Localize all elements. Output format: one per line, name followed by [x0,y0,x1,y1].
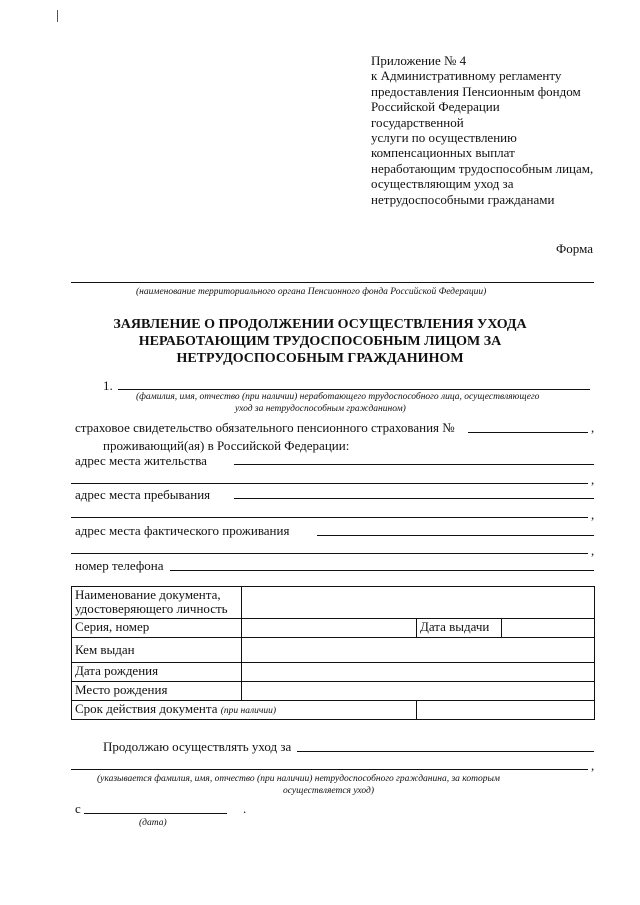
appendix-line: Российской Федерации [371,99,500,115]
actual-address-field[interactable] [317,535,594,536]
item-number: 1. [103,378,113,393]
ward-name-field[interactable] [297,751,594,752]
appendix-line: нетрудоспособными гражданами [371,191,555,207]
ward-caption-2: осуществляется уход) [283,786,375,796]
table-row [72,663,595,682]
issued-by-label: Кем выдан [72,638,242,663]
doc-name-cell[interactable] [242,587,595,619]
date-caption: (дата) [139,818,167,828]
phone-label: номер телефона [75,558,164,573]
birth-date-label: Дата рождения [72,663,242,682]
appendix-line: услуги по осуществлению [371,130,517,146]
residence-address-field[interactable] [234,464,594,465]
page-title [0,316,640,367]
validity-note: (при наличии) [220,706,277,716]
appendix-line: неработающим трудоспособным лицам, [371,160,594,176]
ward-caption-1: (указывается фамилия, имя, отчество (при наличии) нетрудоспособного гражданина, за которым [97,774,500,784]
actual-address-label: адрес места фактического проживания [75,523,290,538]
table-row [72,619,595,638]
birth-place-label: Место рождения [72,682,242,701]
appendix-line: к Административному регламенту [371,68,562,84]
snils-field[interactable] [468,432,588,433]
actual-address-field-2[interactable] [71,553,588,554]
stay-address-label: адрес места пребывания [75,487,211,502]
appendix-line: государственной [371,114,464,130]
form-label: Форма [556,241,593,256]
scan-mark [57,10,58,22]
comma: , [591,420,595,435]
table-row [72,701,595,720]
identity-document-table [71,586,595,720]
series-cell[interactable] [242,619,417,638]
validity-label-cell [72,701,417,720]
series-label: Серия, номер [72,619,242,638]
doc-name-label [72,587,242,619]
since-date-field[interactable] [84,813,227,814]
comma: , [591,758,595,773]
appendix-header [371,53,593,207]
applicant-caption-2: уход за нетрудоспособным гражданином) [235,404,406,414]
comma: , [591,543,595,558]
residing-label: проживающий(ая) в Российской Федерации: [103,438,350,453]
comma: , [591,472,595,487]
stay-address-field[interactable] [234,498,594,499]
birth-place-cell[interactable] [242,682,595,701]
issue-date-label: Дата выдачи [417,619,502,638]
ward-name-field-2[interactable] [71,769,588,770]
since-label: с [75,801,81,816]
appendix-line: осуществляющим уход за [371,176,514,192]
title-line: НЕТРУДОСПОСОБНЫМ ГРАЖДАНИНОМ [176,351,464,366]
validity-cell[interactable] [417,701,595,720]
stay-address-field-2[interactable] [71,517,588,518]
snils-label: страховое свидетельство обязательного пенсионного страхования № [75,420,455,435]
applicant-name-field[interactable] [118,389,590,390]
issue-date-cell[interactable] [502,619,595,638]
appendix-line: Приложение № 4 [371,53,467,68]
birth-date-cell[interactable] [242,663,595,682]
appendix-line: предоставления Пенсионным фондом [371,83,581,99]
continue-care-label: Продолжаю осуществлять уход за [103,739,292,754]
issued-by-cell[interactable] [242,638,595,663]
validity-label: Срок действия документа [75,701,218,716]
doc-name-label-line: Наименование документа, [75,587,221,602]
applicant-caption-1: (фамилия, имя, отчество (при наличии) неработающего трудоспособного лица, осуществляющего [136,392,540,402]
organ-name-field[interactable] [71,282,594,283]
title-line: НЕРАБОТАЮЩИМ ТРУДОСПОСОБНЫМ ЛИЦОМ ЗА [138,334,502,349]
comma: , [591,507,595,522]
title-line: ЗАЯВЛЕНИЕ О ПРОДОЛЖЕНИИ ОСУЩЕСТВЛЕНИЯ УХОДА [113,317,527,332]
organ-caption: (наименование территориального органа Пенсионного фонда Российской Федерации) [136,287,487,297]
table-row [72,587,595,619]
table-row [72,638,595,663]
phone-field[interactable] [170,570,594,571]
table-row [72,682,595,701]
doc-name-label-line: удостоверяющего личность [75,601,228,616]
appendix-line: компенсационных выплат [371,145,515,161]
residence-address-label: адрес места жительства [75,453,207,468]
residence-address-field-2[interactable] [71,483,588,484]
dot: . [243,801,247,816]
